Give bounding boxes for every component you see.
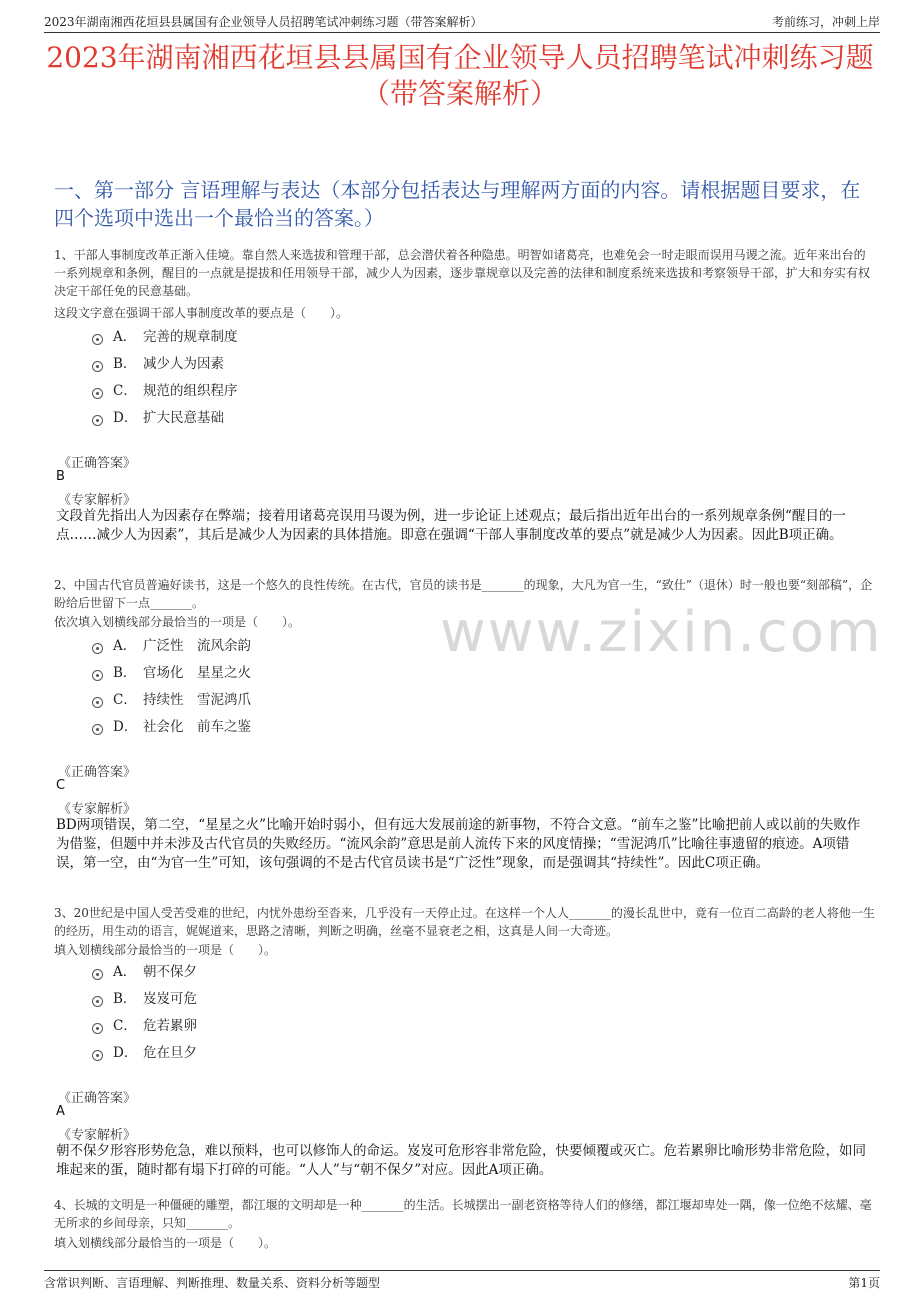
question-2-option-b[interactable]: B． 官场化 星星之火: [92, 663, 251, 683]
analysis-text: 朝不保夕形容形势危急，难以预料，也可以修饰人的命运。岌岌可危形容非常危险，快要倾覆或灭亡。危若累卵比喻形势非常危险，如同堆起来的蛋，随时都有塌下打碎的可能。“人人”与“朝不保夕”对应。因此A项正确。: [56, 1143, 866, 1178]
radio-icon[interactable]: [92, 996, 103, 1007]
section-heading: 一、第一部分 言语理解与表达（本部分包括表达与理解两方面的内容。请根据题目要求，在四个选项中选出一个最恰当的答案。）: [54, 178, 861, 230]
question-3-option-b[interactable]: B． 岌岌可危: [92, 989, 197, 1009]
question-1-option-a[interactable]: A． 完善的规章制度: [92, 327, 238, 347]
question-3-stem: 3、20世纪是中国人受苦受难的世纪，内忧外患纷至沓来，几乎没有一天停止过。在这样一个人人_______的漫长乱世中，竟有一位百二高龄的老人将他一生的经历，用生动的语言，娓娓道来，思路之清晰，判断之明确，丝毫不显衰老之相，这真是人间一大奇迹。: [54, 906, 875, 938]
radio-icon[interactable]: [92, 415, 103, 426]
question-1-ask: 这段文字意在强调干部人事制度改革的要点是（ ）。: [54, 306, 349, 320]
analysis-label: 《专家解析》: [58, 1128, 137, 1143]
question-2-option-d[interactable]: D． 社会化 前车之鉴: [92, 717, 251, 737]
radio-icon[interactable]: [92, 1023, 103, 1034]
footer-left-text: 含常识判断、言语理解、判断推理、数量关系、资料分析等题型: [44, 1276, 381, 1290]
radio-icon[interactable]: [92, 724, 103, 735]
question-3-option-d[interactable]: D． 危在旦夕: [92, 1043, 197, 1063]
radio-icon[interactable]: [92, 388, 103, 399]
answer-label: 《正确答案》: [58, 765, 137, 780]
page-footer: [44, 1270, 880, 1291]
radio-icon[interactable]: [92, 334, 103, 345]
question-1-option-b[interactable]: B． 减少人为因素: [92, 354, 224, 374]
answer-label: 《正确答案》: [58, 456, 137, 471]
question-3-ask: 填入划横线部分最恰当的一项是（ ）。: [54, 943, 277, 957]
answer-value: B: [56, 469, 65, 484]
page-number: 第1页: [848, 1276, 880, 1290]
analysis-text: BD两项错误，第二空，“星星之火”比喻开始时弱小，但有远大发展前途的新事物，不符合文意。“前车之鉴”比喻把前人或以前的失败作为借鉴，但题中并未涉及古代官员的失败经历。“流风余韵”意思是前人流传下来的风度情操；“雪泥鸿爪”比喻往事遗留的痕迹。A项错误，第一空，由“为官一生”可知，该句强调的不是古代官员读书是“广泛性”现象，而是强调其“持续性”。因此C项正确。: [56, 817, 861, 871]
analysis-text: 文段首先指出人为因素存在弊端；接着用诸葛亮误用马谡为例，进一步论证上述观点；最后指出近年出台的一系列规章条例“醒目的一点……减少人为因素”，其后是减少人为因素的具体措施。即意在强调“干部人事制度改革的要点”就是减少人为因素。因此B项正确。: [56, 508, 846, 543]
question-1-stem: 1、干部人事制度改革正渐入佳境。靠自然人来选拔和管理干部，总会潜伏着各种隐患。明智如诸葛亮，也难免会一时走眼而误用马谡之流。近年来出台的一系列规章和条例，醒目的一点就是提拔和任用领导干部，减少人为因素，逐步靠规章以及完善的法律和制度系统来选拔和考察领导干部，扩大和夯实有权决定干部任免的民意基础。: [54, 248, 871, 298]
question-2-ask: 依次填入划横线部分最恰当的一项是（ ）。: [54, 615, 301, 629]
question-1-option-c[interactable]: C． 规范的组织程序: [92, 381, 238, 401]
question-4-ask: 填入划横线部分最恰当的一项是（ ）。: [54, 1236, 277, 1250]
radio-icon[interactable]: [92, 361, 103, 372]
document-title: 2023年湖南湘西花垣县县属国有企业领导人员招聘笔试冲刺练习题（带答案解析）: [46, 41, 874, 110]
question-2-stem: 2、中国古代官员普遍好读书，这是一个悠久的良性传统。在古代，官员的读书是_______的现象，大凡为官一生，“致仕”（退休）时一般也要“刻部稿”，企盼给后世留下一点_______。: [54, 578, 873, 610]
radio-icon[interactable]: [92, 670, 103, 681]
watermark: www.zixin.com: [440, 600, 883, 665]
radio-icon[interactable]: [92, 643, 103, 654]
question-3-option-c[interactable]: C． 危若累卵: [92, 1016, 197, 1036]
question-2-option-c[interactable]: C． 持续性 雪泥鸿爪: [92, 690, 251, 710]
analysis-label: 《专家解析》: [58, 802, 137, 817]
radio-icon[interactable]: [92, 969, 103, 980]
question-1-option-d[interactable]: D． 扩大民意基础: [92, 408, 224, 428]
question-3-option-a[interactable]: A． 朝不保夕: [92, 962, 197, 982]
question-4-stem: 4、长城的文明是一种僵硬的雕塑，都江堰的文明却是一种_______的生活。长城摆出一副老资格等待人们的修缮，都江堰却卑处一隅，像一位绝不炫耀、毫无所求的乡间母亲，只知_______。: [54, 1198, 872, 1230]
page-header: [44, 10, 880, 33]
answer-label: 《正确答案》: [58, 1091, 137, 1106]
radio-icon[interactable]: [92, 697, 103, 708]
question-2-option-a[interactable]: A． 广泛性 流风余韵: [92, 636, 251, 656]
answer-value: C: [56, 778, 66, 793]
answer-value: A: [56, 1104, 65, 1119]
header-right-text: 考前练习，冲刺上岸: [771, 14, 880, 29]
radio-icon[interactable]: [92, 1050, 103, 1061]
analysis-label: 《专家解析》: [58, 493, 137, 508]
header-left-text: 2023年湖南湘西花垣县县属国有企业领导人员招聘笔试冲刺练习题（带答案解析）: [44, 14, 483, 29]
